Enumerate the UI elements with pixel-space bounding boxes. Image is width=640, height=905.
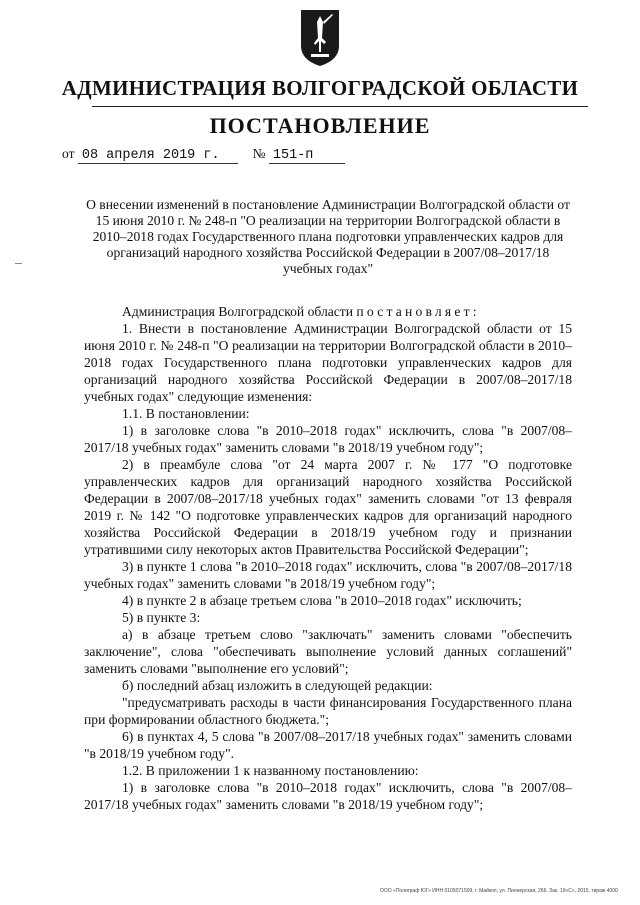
intro-organization: Администрация Волгоградской области xyxy=(122,304,354,319)
number-prefix: № xyxy=(252,146,266,161)
body-paragraph: 4) в пункте 2 в абзаце третьем слова "в 2010–2018 годах" исключить; xyxy=(122,593,522,608)
document-number: 151-п xyxy=(269,148,345,164)
intro-paragraph xyxy=(84,303,572,320)
body-paragraph: 5) в пункте 3: xyxy=(122,610,201,625)
date-number-line xyxy=(62,146,345,164)
body-paragraph: 1.1. В постановлении: xyxy=(122,406,250,421)
document-subject: О внесении изменений в постановление Администрации Волгоградской области от 15 июня 2010 г. № 248-п "О реализации на территории Волгоградской области в 2010–2018 годах Государственного плана подготовки управленческих кадров для организаций народного хозяйства Российской Федерации в 2007/08–2017/18 учебных годах" xyxy=(86,197,570,276)
body-paragraph: 3) в пункте 1 слова "в 2010–2018 годах" исключить, слова "в 2007/08–2017/18 учебных годах" заменить словами "в 2018/19 учебном году"; xyxy=(84,559,572,591)
body-paragraph: 1) в заголовке слова "в 2010–2018 годах" исключить, слова "в 2007/08–2017/18 учебных годах" заменить словами "в 2018/19 учебном году"; xyxy=(84,423,572,455)
date-prefix: от xyxy=(62,146,75,161)
body-paragraph: 1) в заголовке слова "в 2010–2018 годах" исключить, слова "в 2007/08–2017/18 учебных годах" заменить словами "в 2018/19 учебном году"; xyxy=(84,780,572,812)
intro-verb: постановляет: xyxy=(356,304,480,319)
body-paragraph: 2) в преамбуле слова "от 24 марта 2007 г. № 177 "О подготовке управленческих кадров для организаций народного хозяйства Российской Федерации в 2007/08–2017/18 учебных годах" заменить словами "от 13 февраля 2019 г. № 142 "О подготовке управленческих кадров для организаций народного хозяйства Российской Федерации в 2018/19 учебном году и признании утратившими силу некоторых актов Правительства Российской Федерации"; xyxy=(84,457,572,557)
organization-title: АДМИНИСТРАЦИЯ ВОЛГОГРАДСКОЙ ОБЛАСТИ xyxy=(61,76,579,100)
body-paragraph: а) в абзаце третьем слово "заключать" заменить словами "обеспечить заключение", слова "обеспечивать выполнение условий данных соглашений" заменить словами "выполнение его условий"; xyxy=(84,627,572,676)
body-paragraph: 1. Внести в постановление Администрации Волгоградской области от 15 июня 2010 г. № 248-п "О реализации на территории Волгоградской области в 2010–2018 годах Государственного плана подготовки управленческих кадров для организаций народного хозяйства Российской Федерации в 2007/08–2017/18 учебных годах" следующие изменения: xyxy=(84,321,572,404)
body-paragraph: 6) в пунктах 4, 5 слова "в 2007/08–2017/18 учебных годах" заменить словами "в 2018/19 учебном году". xyxy=(84,729,572,761)
document-body xyxy=(84,303,572,813)
margin-mark xyxy=(15,263,22,264)
printer-imprint: ООО «Полиграф ЮГ» ИНН 0105071509, г. Майкоп, ул. Пионерская, 266. Зак. 19«С», 2015, тираж 4000 xyxy=(380,888,618,894)
body-paragraph: б) последний абзац изложить в следующей редакции: xyxy=(122,678,433,693)
document-date: 08 апреля 2019 г. xyxy=(78,148,238,164)
body-paragraph: 1.2. В приложении 1 к названному постановлению: xyxy=(122,763,419,778)
header-divider xyxy=(92,106,588,107)
body-paragraph: "предусматривать расходы в части финансирования Государственного плана при формировании областного бюджета."; xyxy=(84,695,572,727)
document-type-title: ПОСТАНОВЛЕНИЕ xyxy=(209,113,431,138)
coat-of-arms-emblem xyxy=(299,8,341,68)
